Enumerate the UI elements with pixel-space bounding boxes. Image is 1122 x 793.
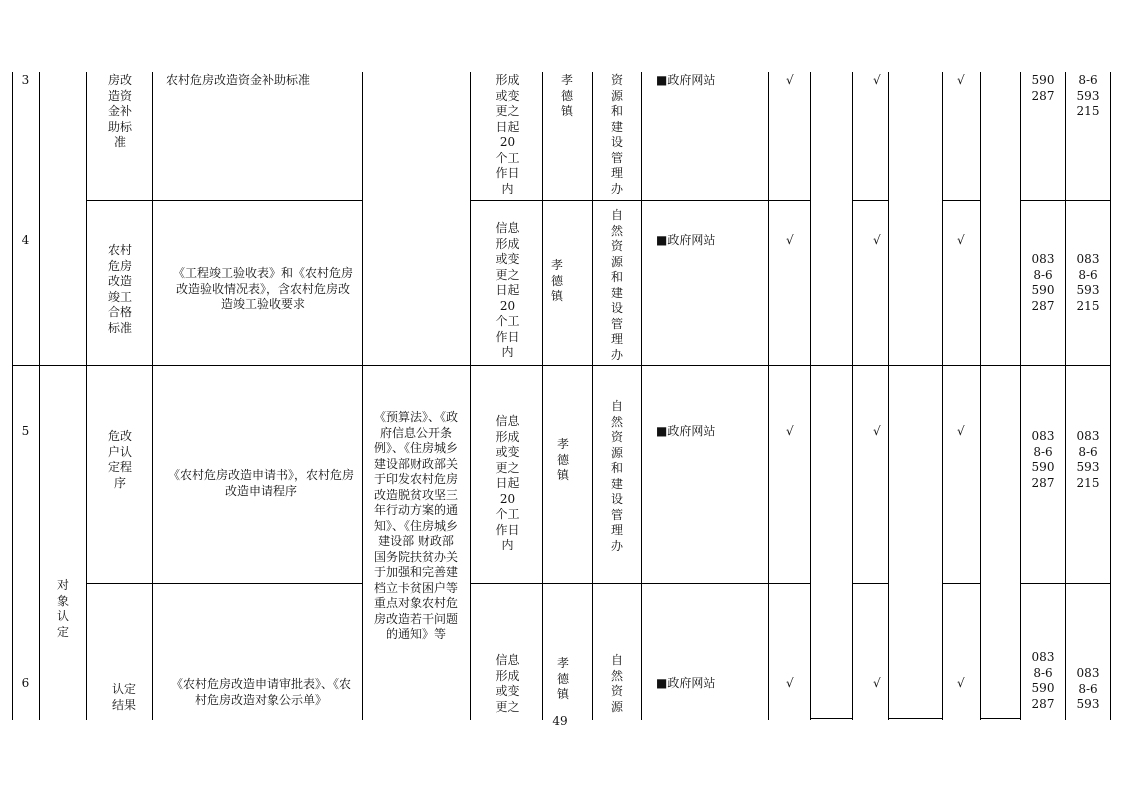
row-number: 4 [21,233,30,247]
col-line-15 [1020,72,1021,720]
legal-basis: 《预算法》、《政府信息公开条例》、《住房城乡建设部财政部关于印发农村危房改造脱贫攻坚三年行动方案的通知》、《住房城乡建设部 财政部 国务院扶贫办关于加强和完善建档立卡贫困户等重点对象农村危房改造若干问题的通知》等 [373,410,458,641]
disclosure-time: 信息形成或变更之日起20个工作日内 [495,221,520,359]
col-line-2 [86,72,87,720]
contact-phone: 8-6 593 215 [1076,73,1100,118]
check-mark: √ [786,676,794,690]
check-mark: √ [786,233,794,247]
disclosure-time: 信息形成或变更之 [495,653,520,714]
disclosure-time: 信息形成或变更之日起20个工作日内 [495,414,520,552]
disclosure-content: 《农村危房改造申请审批表》、《农村危房改造对象公示单》 [170,677,351,707]
contact-phone: 590 287 [1031,73,1055,103]
item-name: 认定结果 [111,682,136,712]
col-line-9 [768,72,769,720]
col-line-1 [39,72,40,720]
col-line-14 [980,72,981,720]
check-mark: √ [873,233,881,247]
row-divider-5-6-right [470,583,810,584]
category-label: 对象认定 [56,578,69,639]
check-mark: √ [957,676,965,690]
disclosure-channel: ■政府网站 [656,73,716,87]
disclosure-time: 形成或变更之日起20个工作日内 [495,73,520,196]
col-line-4 [362,72,363,720]
row-divider-5-6-far [852,583,888,584]
disclosure-subject: 孝德镇 [556,656,569,701]
row-number: 6 [21,676,30,690]
contact-phone: 083 8-6 590 287 [1031,429,1055,490]
box-bottom-2 [888,718,942,719]
col-line-7 [592,72,593,720]
responsible-dept: 资源和建设管理办 [610,73,623,196]
check-mark: √ [957,424,965,438]
disclosure-channel: ■政府网站 [656,424,716,438]
row-divider-5-6 [86,583,362,584]
responsible-dept: 自然资源和建设管理办 [610,399,623,553]
page-number: 49 [552,714,568,728]
col-line-11 [852,72,853,720]
check-mark: √ [786,73,794,87]
col-line-10 [810,72,811,720]
col-line-6 [542,72,543,720]
disclosure-content: 《农村危房改造申请书》，农村危房改造申请程序 [167,468,354,498]
col-line-0 [12,72,13,720]
row-divider-5-6-far2 [942,583,980,584]
check-mark: √ [786,424,794,438]
contact-phone: 083 8-6 593 [1076,666,1100,711]
disclosure-content: 《工程竣工验收表》和《农村危房改造验收情况表》，含农村危房改造竣工验收要求 [172,266,353,311]
col-line-5 [470,72,471,720]
contact-phone: 083 8-6 590 287 [1031,252,1055,313]
box-bottom-3 [980,718,1020,719]
responsible-dept: 自然资源 [610,653,623,714]
row-divider-3-4-far [852,200,888,201]
contact-phone: 083 8-6 593 215 [1076,252,1100,313]
contact-phone: 083 8-6 593 215 [1076,429,1100,490]
col-line-8 [641,72,642,720]
disclosure-channel: ■政府网站 [656,233,716,247]
disclosure-subject: 孝德镇 [550,258,563,303]
check-mark: √ [957,73,965,87]
check-mark: √ [873,73,881,87]
disclosure-channel: ■政府网站 [656,676,716,690]
responsible-dept: 自然资源和建设管理办 [610,208,623,362]
row-number: 5 [21,424,30,438]
disclosure-subject: 孝德镇 [556,437,569,482]
col-line-13 [942,72,943,720]
col-line-17 [1110,72,1111,720]
box-bottom-1 [810,718,852,719]
row-divider-3-4-right [470,200,810,201]
disclosure-content: 农村危房改造资金补助标准 [166,73,311,87]
col-line-3 [152,72,153,720]
row-divider-3-4-far2 [942,200,980,201]
item-name: 房改造资金补助标准 [107,73,132,149]
check-mark: √ [873,676,881,690]
check-mark: √ [873,424,881,438]
col-line-16 [1065,72,1066,720]
col-line-12 [888,72,889,720]
row-number: 3 [21,73,30,87]
disclosure-subject: 孝德镇 [560,73,573,118]
check-mark: √ [957,233,965,247]
row-divider-4-5 [12,365,1110,366]
contact-phone: 083 8-6 590 287 [1031,650,1055,711]
row-divider-3-4 [86,200,362,201]
item-name: 农村危房改造竣工合格标准 [108,243,133,335]
item-name: 危改户认定程序 [108,429,133,490]
